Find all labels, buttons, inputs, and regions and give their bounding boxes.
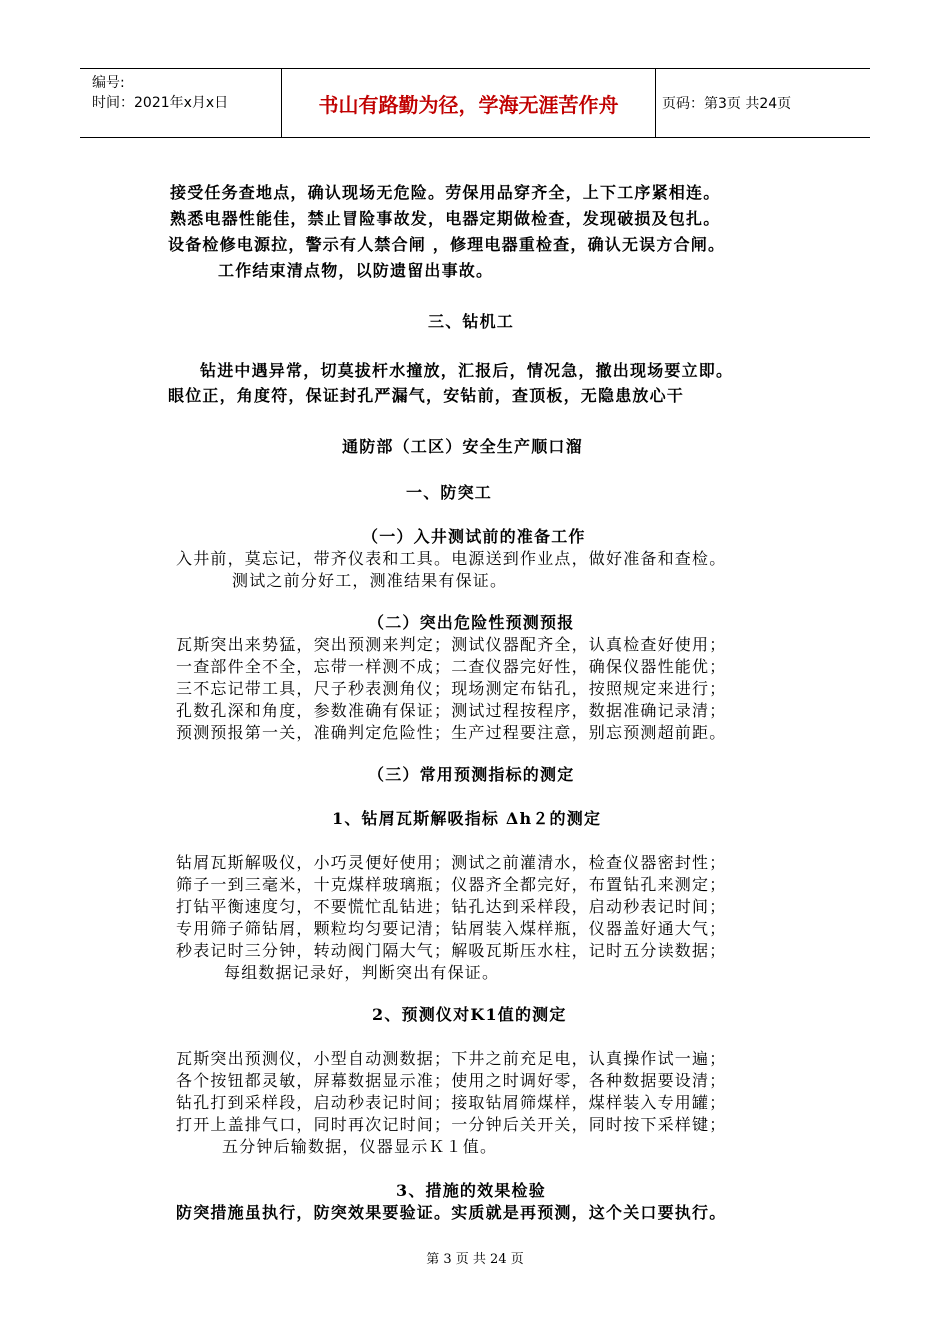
subsection-heading: （一）入井测试前的准备工作 (362, 527, 586, 546)
page-footer: 第 3 页 共 24 页 (426, 1252, 524, 1267)
body-line: 设备检修电源拉，警示有人禁合闸 ，修理电器重检查，确认无误方合闸。 (168, 235, 726, 254)
subsection-heading: （三）常用预测指标的测定 (368, 765, 575, 784)
body-line: 钻孔打到采样段，启动秒表记时间；接取钻屑筛煤样，煤样装入专用罐； (176, 1093, 727, 1112)
body-line: 钻屑瓦斯解吸仪，小巧灵便好使用；测试之前灌清水，检查仪器密封性； (176, 853, 727, 872)
header-motto: 书山有路勤为径，学海无涯苦作舟 (282, 69, 656, 137)
subsection-heading: 3、措施的效果检验 (396, 1181, 546, 1200)
body-line: 秒表记时三分钟，转动阀门隔大气；解吸瓦斯压水柱，记时五分读数据； (176, 941, 727, 960)
body-line: 三不忘记带工具，尺子秒表测角仪；现场测定布钻孔，按照规定来进行； (176, 679, 727, 698)
body-line: 每组数据记录好，判断突出有保证。 (224, 963, 500, 982)
header-page-info: 页码：第3页 共24页 (662, 96, 792, 112)
document-number-label: 编号: (92, 75, 125, 91)
section-title: 通防部（工区）安全生产顺口溜 (342, 437, 583, 456)
body-line: 眼位正，角度符，保证封孔严漏气，安钻前，查顶板，无隐患放心干 (168, 386, 685, 405)
body-line: 预测预报第一关，准确判定危险性；生产过程要注意，别忘预测超前距。 (176, 723, 727, 742)
subsection-heading: 2、预测仪对K1值的测定 (372, 1005, 567, 1024)
subsection-heading: （二）突出危险性预测预报 (368, 613, 575, 632)
body-line: 筛子一到三毫米，十克煤样玻璃瓶；仪器齐全都完好，布置钻孔来测定； (176, 875, 727, 894)
document-date: 时间：2021年x月x日 (92, 95, 229, 111)
body-line: 各个按钮都灵敏，屏幕数据显示准；使用之时调好零，各种数据要设清； (176, 1071, 727, 1090)
body-line: 打钻平衡速度匀，不要慌忙乱钻进；钻孔达到采样段，启动秒表记时间； (176, 897, 727, 916)
body-line: 入井前，莫忘记，带齐仪表和工具。电源送到作业点，做好准备和查检。 (176, 549, 727, 568)
body-line: 瓦斯突出预测仪，小型自动测数据；下井之前充足电，认真操作试一遍； (176, 1049, 727, 1068)
body-line: 瓦斯突出来势猛，突出预测来判定；测试仪器配齐全，认真检查好使用； (176, 635, 727, 654)
body-line: 孔数孔深和角度，参数准确有保证；测试过程按程序，数据准确记录清； (176, 701, 727, 720)
body-line: 打开上盖排气口，同时再次记时间；一分钟后关开关，同时按下采样键； (176, 1115, 727, 1134)
section-heading: 三、钻机工 (428, 312, 515, 331)
subsection-heading: 1、钻屑瓦斯解吸指标 Δh２的测定 (332, 809, 602, 828)
page-header (80, 68, 870, 138)
body-line: 接受任务查地点，确认现场无危险。劳保用品穿齐全，上下工序紧相连。 (170, 183, 721, 202)
header-meta (80, 69, 282, 137)
body-line: 钻进中遇异常，切莫拔杆水撞放，汇报后，情况急，撤出现场要立即。 (200, 361, 734, 380)
body-line: 防突措施虽执行，防突效果要验证。实质就是再预测，这个关口要执行。 (176, 1203, 727, 1222)
body-line: 工作结束清点物，以防遗留出事故。 (218, 261, 494, 280)
section-heading: 一、防突工 (406, 483, 493, 502)
body-line: 熟悉电器性能佳，禁止冒险事故发，电器定期做检查，发现破损及包扎。 (170, 209, 721, 228)
body-line: 专用筛子筛钻屑，颗粒均匀要记清；钻屑装入煤样瓶，仪器盖好通大气； (176, 919, 727, 938)
body-line: 五分钟后输数据，仪器显示Ｋ１值。 (222, 1137, 498, 1156)
body-line: 测试之前分好工，测准结果有保证。 (232, 571, 508, 590)
body-line: 一查部件全不全，忘带一样测不成；二查仪器完好性，确保仪器性能优； (176, 657, 727, 676)
